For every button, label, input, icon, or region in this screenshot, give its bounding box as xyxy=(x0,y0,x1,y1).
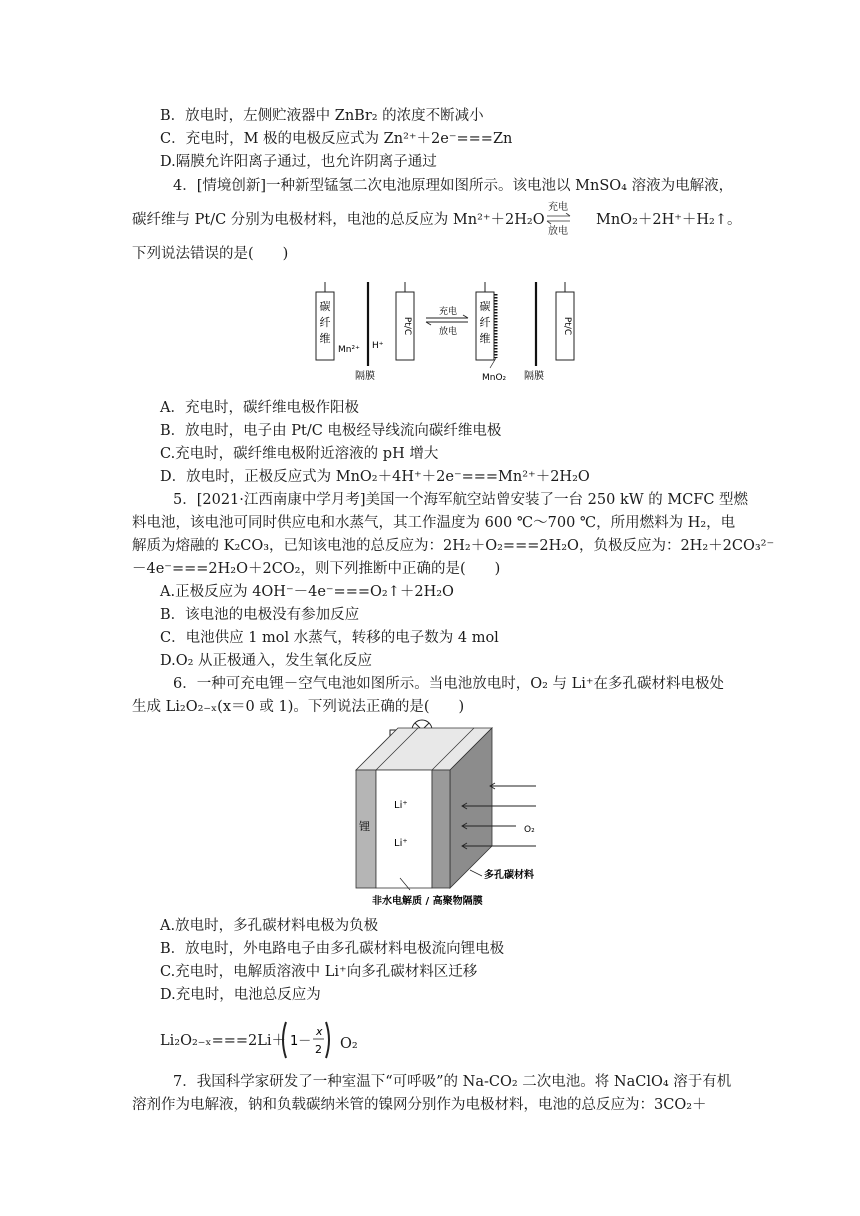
li-air-battery-diagram xyxy=(350,712,550,908)
mn-h-battery-diagram xyxy=(300,276,600,388)
cf-label-char-3: 维 xyxy=(319,332,331,345)
o2-label: O₂ xyxy=(524,825,535,835)
q4-arrow-bottom-label: 放电 xyxy=(548,226,568,237)
svg-text:碳: 碳 xyxy=(479,300,491,313)
mno2-label: MnO₂ xyxy=(482,373,507,383)
svg-text:x: x xyxy=(316,1025,323,1038)
electrolyte-label: 非水电解质 / 高聚物隔膜 xyxy=(372,896,483,907)
li-ion-label-1: Li⁺ xyxy=(394,800,408,811)
cf-label-char-1: 碳 xyxy=(319,300,331,313)
li-ion-label-2: Li⁺ xyxy=(394,838,408,849)
ptc-label-1: Pt/C xyxy=(402,316,412,336)
charge-label: 充电 xyxy=(438,307,458,317)
svg-text:纤: 纤 xyxy=(479,316,491,329)
membrane-label-2: 隔膜 xyxy=(524,371,544,382)
svg-text:2: 2 xyxy=(315,1043,322,1056)
mn-ion-label: Mn²⁺ xyxy=(338,345,360,355)
porous-carbon-label: 多孔碳材料 xyxy=(484,870,534,881)
lithium-label: 锂 xyxy=(359,820,370,833)
cf-label-char-2: 纤 xyxy=(319,316,331,329)
discharge-label: 放电 xyxy=(438,327,458,337)
ptc-label-2: Pt/C xyxy=(562,316,572,336)
svg-text:维: 维 xyxy=(479,332,491,345)
q4-arrow-top-label: 充电 xyxy=(548,202,568,213)
svg-text:1－: 1－ xyxy=(290,1034,312,1049)
membrane-label-1: 隔膜 xyxy=(355,371,375,382)
q6-total-reaction-formula: Li₂O₂₋ₓ===2Li＋ 1－ x 2 O₂ xyxy=(0,1024,860,1064)
fraction-term xyxy=(278,1020,336,1060)
h-ion-label: H⁺ xyxy=(372,341,384,351)
